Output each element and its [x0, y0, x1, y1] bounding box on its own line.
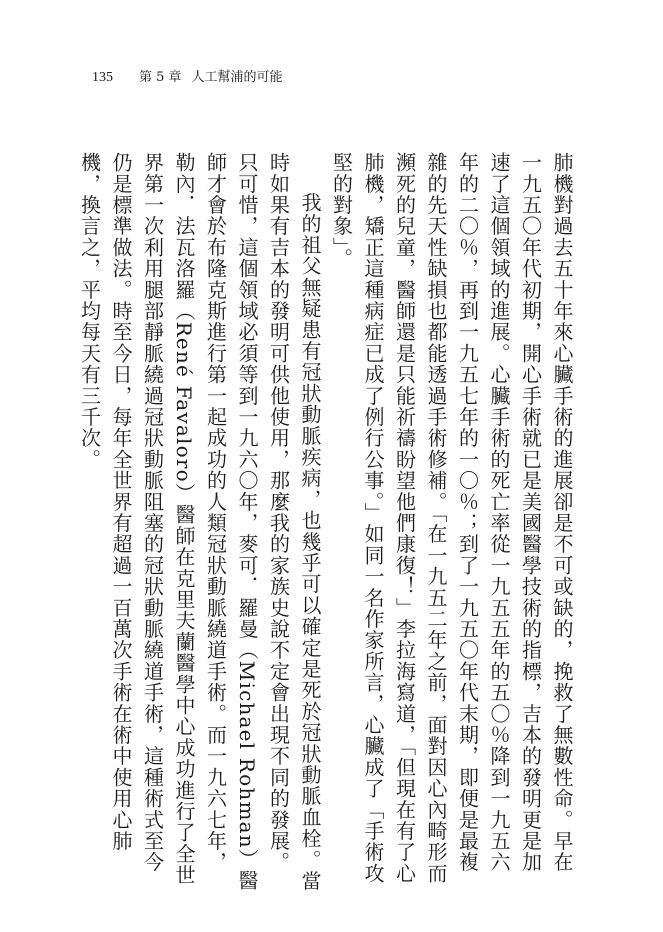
paragraph-continued: 肺機對過去五十年來心臟手術的進展卻是不可或缺的，挽救了無數性命。早在一九五〇年代初期，開心手術就已是美國醫學技術的指標，吉本的發明更是加速了這個領域的進展。心臟手術的死亡率從一九五五年的五〇％降到一九五六年的二〇％，再到一九五七年的一〇％；到了一九五〇年代末期，即便是最複雜的先天性缺損也都能透過手術修補。「在一九五二年之前，面對因心內畸形而瀕死的兒童，醫師還是只能祈禱盼望他們康復！」李拉海寫道，「但現在有了心肺機，矯正這種病症已成了例行公事。」如同一名作家所言，心臟成了「手術攻堅的對象」。	[329, 152, 574, 884]
chapter-title: 人工幫浦的可能	[191, 70, 283, 85]
page-number: 135	[92, 70, 113, 85]
paragraph-grandfather: 我的祖父無疑患有冠狀動脈疾病，也幾乎可以確定是死於冠狀動脈血栓。當時如果有吉本的發明可供他使用，那麼我的家族史說不定會出現不同的發展。只可惜，這個領域必須等到一九六〇年，麥可．羅曼（Michael Rohman）醫師才會於布隆克斯進行第一起成功的人類冠狀動脈繞道手術。而一九六七年，勒內．法瓦洛羅（René Favaloro）醫師在克里夫蘭醫學中心成功進行了全世界第一次利用腿部靜脈繞過冠狀動脈阻塞的冠狀動脈繞道手術，這種術式至今仍是標準做法。時至今日，每年全世界有超過一百萬次手術在術中使用心肺機，換言之，平均每天有三千次。	[77, 152, 322, 892]
vertical-body-text	[73, 152, 577, 892]
page-header	[92, 66, 283, 86]
chapter-label: 第 5 章	[139, 70, 182, 85]
